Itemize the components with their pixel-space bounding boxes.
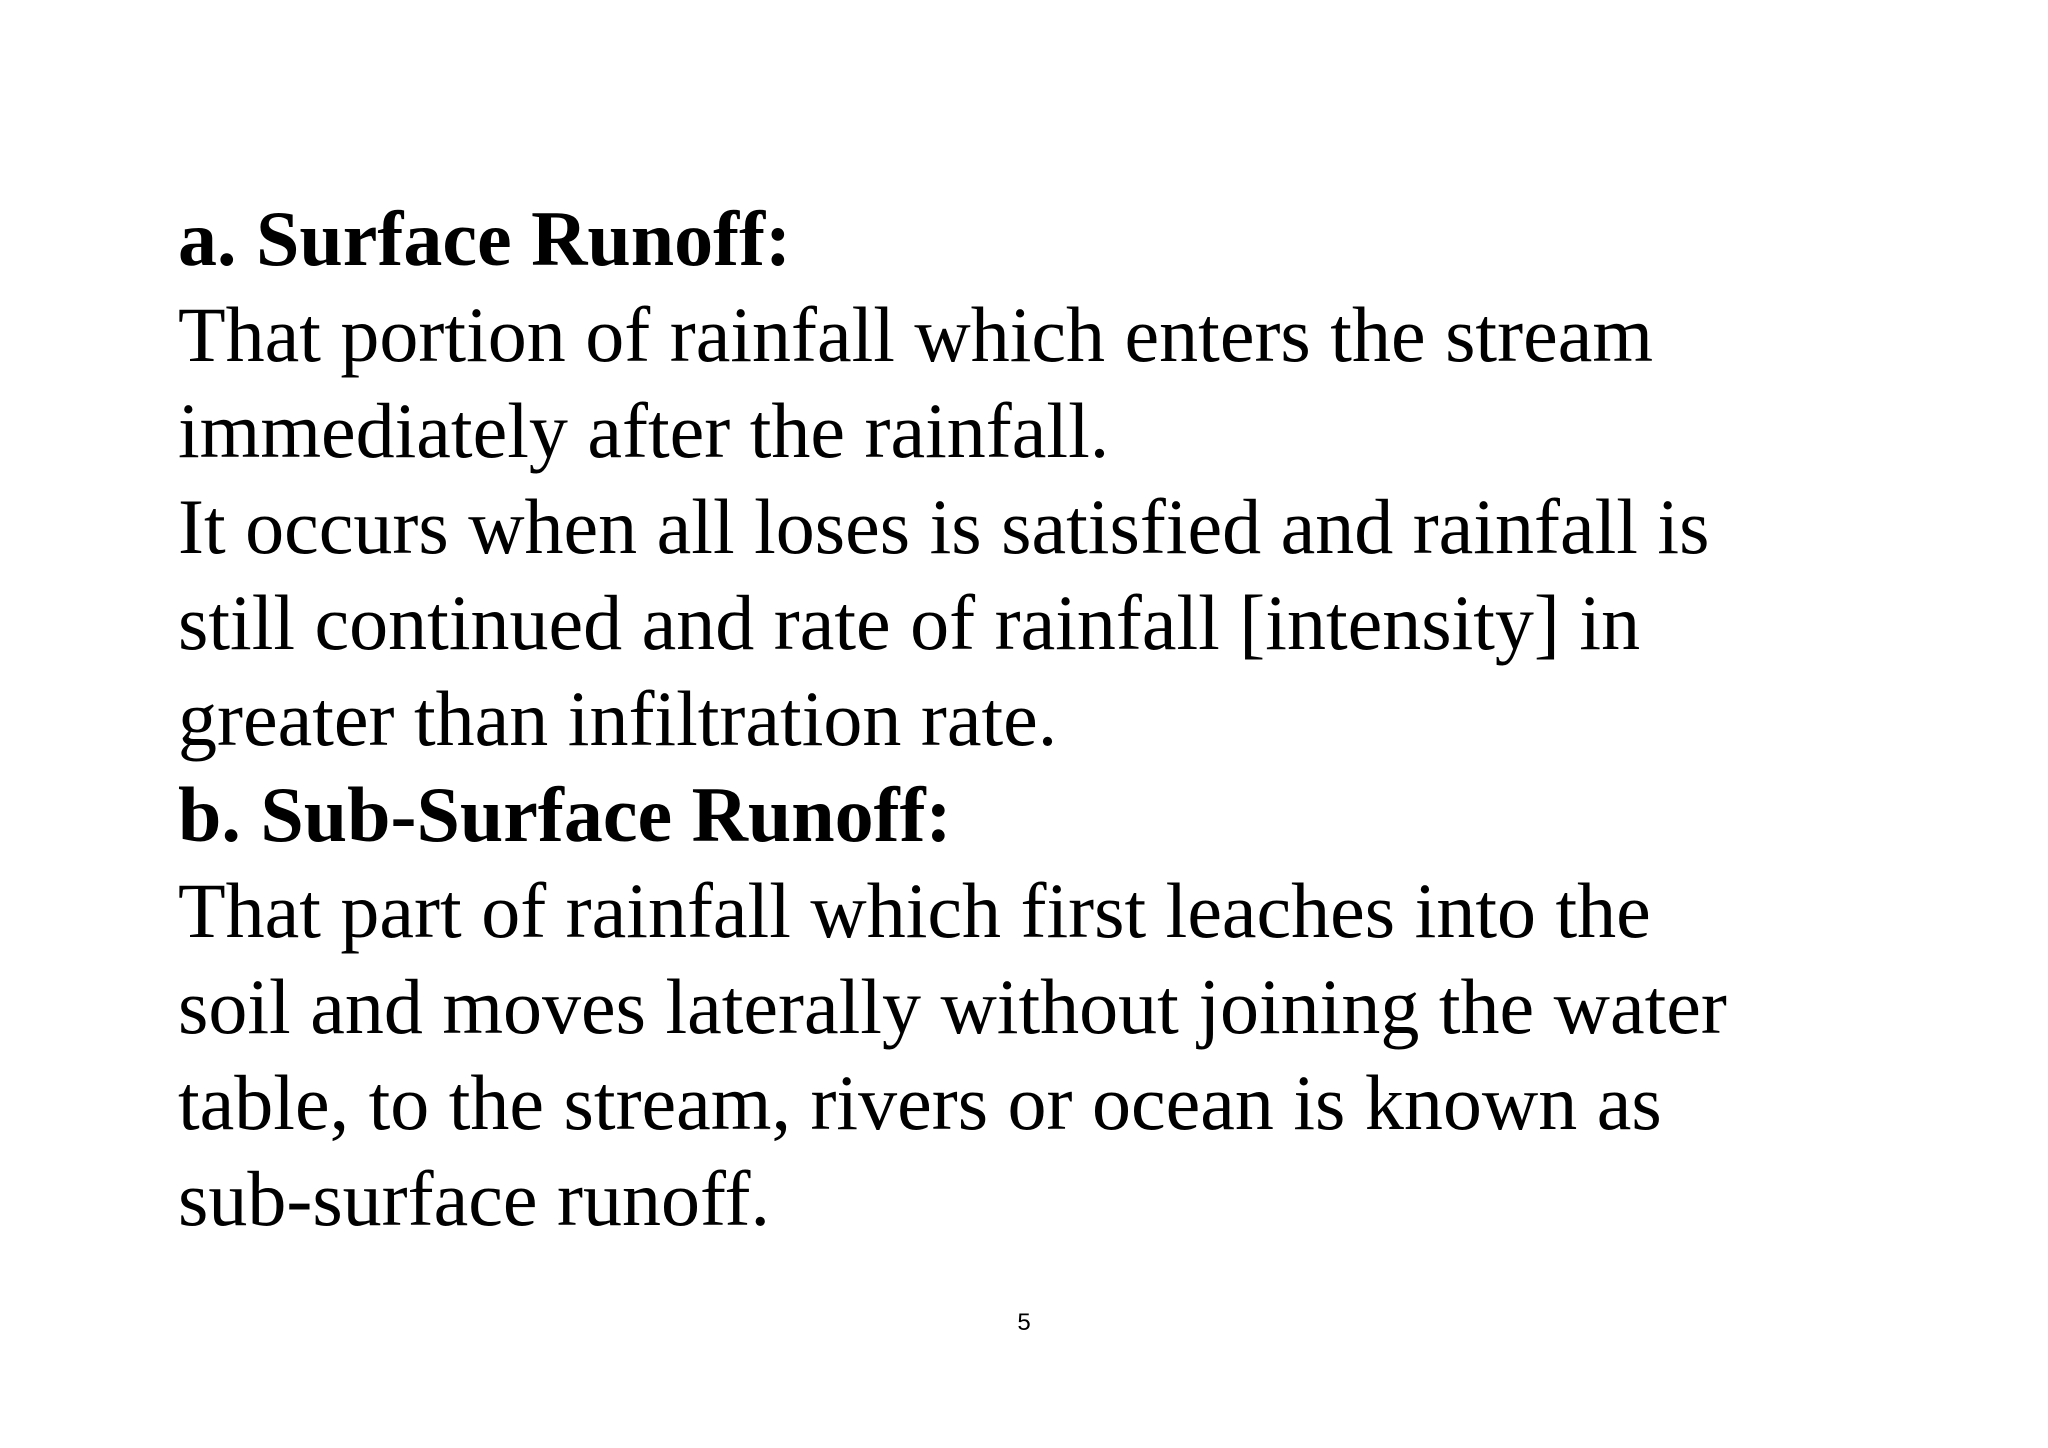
section-a-line: immediately after the rainfall. bbox=[178, 387, 1110, 474]
section-b-line: sub-surface runoff. bbox=[178, 1155, 771, 1242]
section-b-heading: b. Sub-Surface Runoff: bbox=[178, 771, 952, 858]
page-body bbox=[178, 191, 1978, 1247]
section-a-line: That portion of rainfall which enters the stream bbox=[178, 291, 1653, 378]
section-a-line: greater than infiltration rate. bbox=[178, 675, 1058, 762]
section-b-line: That part of rainfall which first leaches into the bbox=[178, 867, 1651, 954]
section-a-heading: a. Surface Runoff: bbox=[178, 195, 792, 282]
page-number: 5 bbox=[1017, 1309, 1031, 1336]
section-b-line: table, to the stream, rivers or ocean is known as bbox=[178, 1059, 1662, 1146]
section-b-line: soil and moves laterally without joining the water bbox=[178, 963, 1727, 1050]
section-a-line: It occurs when all loses is satisfied and rainfall is bbox=[178, 483, 1710, 570]
section-a-line: still continued and rate of rainfall [intensity] in bbox=[178, 579, 1641, 666]
